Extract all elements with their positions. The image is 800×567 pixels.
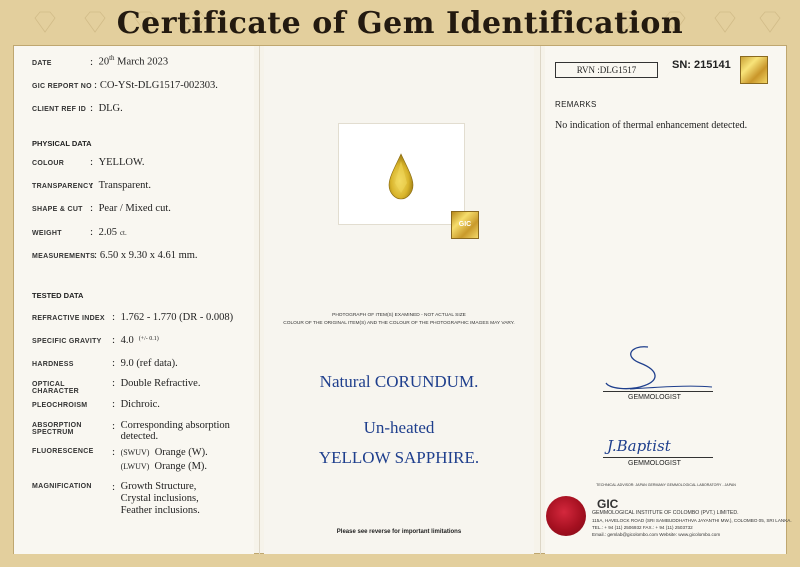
fluorescence-label: FLUORESCENCE [32, 448, 94, 455]
report-no-value: CO-YSt-DLG1517-002303. [99, 80, 218, 91]
technical-advisor: TECHNICAL ADVISOR: JAPAN GERMANY GEMMOLOGICAL LABORATORY - JAPAN [596, 483, 736, 487]
date-value: 20th March 2023 [98, 54, 169, 68]
refractive-index-value: 1.762 - 1.770 (DR - 0.008) [120, 312, 234, 323]
pleochroism-value: Dichroic. [120, 399, 160, 410]
report-no-label: GIC REPORT NO [32, 83, 92, 90]
left-panel [14, 46, 254, 554]
physical-heading: PHYSICAL DATA [32, 139, 92, 148]
optical-character-row: OPTICAL CHARACTER : Double Refractive. [32, 377, 201, 395]
measurements-row: MEASUREMENTS : 6.50 x 9.30 x 4.61 mm. [32, 249, 198, 261]
report-no-row: GIC REPORT NO : CO-YSt-DLG1517-002303. [32, 79, 218, 91]
shape-cut-value: Pear / Mixed cut. [98, 203, 171, 214]
specific-gravity-row: SPECIFIC GRAVITY : 4.0 (+/- 0.1) [32, 334, 159, 346]
certificate-title: Certificate of Gem Identification [116, 6, 684, 41]
institute-tel: TEL.: + 94 (11) 2506932 FAX.: + 94 (11) 2503732 [592, 525, 693, 530]
serial-number: SN: 215141 [672, 59, 731, 71]
date-row: DATE : 20th March 2023 [32, 54, 169, 68]
optical-character-label: OPTICAL CHARACTER [32, 381, 80, 395]
magnification-label: MAGNIFICATION [32, 483, 92, 490]
specific-gravity-value: 4.0 [120, 335, 134, 346]
photo-caption-1: PHOTOGRAPH OF ITEM(S) EXAMINED - NOT ACTUAL SIZE [332, 313, 466, 318]
signature-line-1 [603, 391, 713, 392]
fluorescence-row: FLUORESCENCE : (SWUV) Orange (W). (LWUV) Orange (M). [32, 446, 208, 472]
rvn-box: RVN :DLG1517 [555, 62, 658, 78]
shape-cut-label: SHAPE & CUT [32, 206, 83, 213]
absorption-value: Corresponding absorption detected. [120, 420, 230, 442]
institute-email: Email.: gemlab@gicolombo.com Website: www.gicolombo.com [592, 532, 721, 537]
limitations-note: Please see reverse for important limitations [336, 529, 462, 535]
gic-logo-text: GIC [597, 497, 619, 511]
colour-value: YELLOW. [98, 157, 145, 168]
weight-row: WEIGHT : 2.05 ct. [32, 226, 127, 238]
colour-label: COLOUR [32, 160, 65, 167]
client-ref-label: CLIENT REF ID [32, 106, 87, 113]
client-ref-value: DLG. [98, 103, 123, 114]
remarks-text: No indication of thermal enhancement detected. [555, 120, 748, 131]
hologram-sticker-icon [740, 56, 768, 84]
remarks-heading: REMARKS [555, 100, 597, 109]
fold-line-left [259, 46, 260, 554]
refractive-index-label: REFRACTIVE INDEX [32, 315, 105, 322]
specific-gravity-tolerance: (+/- 0.1) [138, 336, 159, 342]
tested-heading: TESTED DATA [32, 291, 84, 300]
transparency-row: TRANSPARENCY : Transparent. [32, 179, 151, 191]
fluorescence-value: (SWUV) Orange (W). (LWUV) Orange (M). [120, 447, 208, 472]
photo-caption-2: COLOUR OF THE ORIGINAL ITEM(S) AND THE COLOUR OF THE PHOTOGRAPHIC IMAGES MAY VARY. [283, 321, 515, 326]
date-label: DATE [32, 59, 52, 67]
client-ref-row: CLIENT REF ID : DLG. [32, 102, 123, 114]
absorption-row: ABSORPTION SPECTRUM : Corresponding absorption detected. [32, 420, 230, 442]
gic-hologram-icon: GIC [451, 211, 479, 239]
result-variety: YELLOW SAPPHIRE. [318, 448, 480, 467]
absorption-label: ABSORPTION SPECTRUM [32, 422, 82, 436]
result-treatment: Un-heated [363, 418, 435, 437]
gemmologist-label-1: GEMMOLOGIST [628, 394, 681, 401]
fold-line-right [540, 46, 541, 554]
specific-gravity-label: SPECIFIC GRAVITY [32, 338, 102, 345]
signature-2-text: J.Baptist [607, 437, 671, 455]
weight-label: WEIGHT [32, 230, 62, 237]
hardness-label: HARDNESS [32, 361, 74, 368]
refractive-index-row: REFRACTIVE INDEX : 1.762 - 1.770 (DR - 0.008) [32, 311, 234, 323]
signature-line-2 [603, 457, 713, 458]
weight-value: 2.05 [98, 227, 117, 238]
hardness-row: HARDNESS : 9.0 (ref data). [32, 357, 178, 369]
weight-unit: ct. [119, 229, 127, 237]
signature-1-icon [600, 343, 720, 393]
gemmologist-label-2: GEMMOLOGIST [628, 460, 681, 467]
transparency-label: TRANSPARENCY [32, 183, 94, 190]
transparency-value: Transparent. [98, 180, 151, 191]
pleochroism-row: PLEOCHROISM : Dichroic. [32, 398, 160, 410]
institute-address: 115A, HAVELOCK ROAD (SRI SAMBUDDHATHVA JAYANTHI MW.), COLOMBO 05, SRI LANKA. [592, 518, 792, 523]
colour-row: COLOUR : YELLOW. [32, 156, 145, 168]
shape-cut-row: SHAPE & CUT : Pear / Mixed cut. [32, 202, 171, 214]
measurements-value: 6.50 x 9.30 x 4.61 mm. [99, 250, 198, 261]
measurements-label: MEASUREMENTS [32, 253, 96, 260]
institute-name: GEMMOLOGICAL INSTITUTE OF COLOMBO (PVT.) LIMITED. [592, 510, 739, 516]
hardness-value: 9.0 (ref data). [120, 358, 178, 369]
pleochroism-label: PLEOCHROISM [32, 402, 88, 409]
magnification-value: Growth Structure, Crystal inclusions, Feather inclusions. [120, 481, 200, 516]
magnification-row: MAGNIFICATION : Growth Structure, Crystal inclusions, Feather inclusions. [32, 481, 200, 516]
wax-seal-icon [546, 496, 586, 536]
result-species: Natural CORUNDUM. [319, 372, 479, 391]
optical-character-value: Double Refractive. [120, 378, 201, 389]
pear-gem-icon [388, 153, 414, 200]
